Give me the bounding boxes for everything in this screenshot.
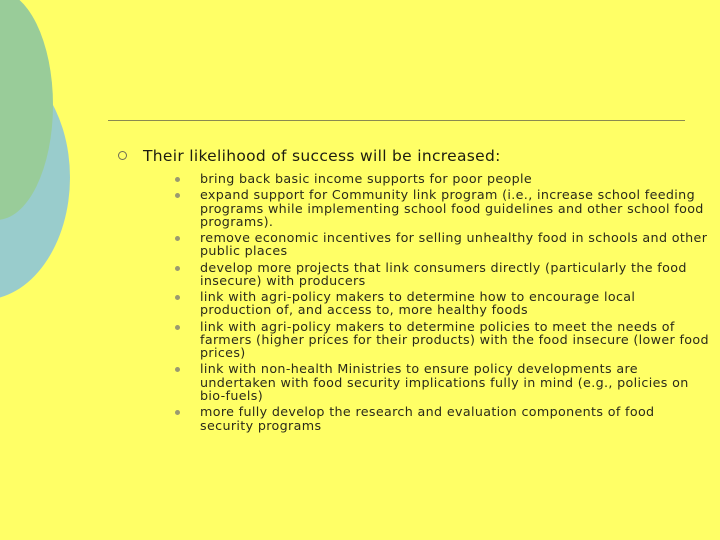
list-item-text: more fully develop the research and evaluation components of food security programs: [200, 404, 655, 433]
slide-body: [118, 146, 709, 435]
main-bullet: [118, 146, 709, 435]
title-divider: [108, 120, 685, 121]
list-item: [175, 172, 710, 188]
dot-bullet-icon: [175, 193, 180, 198]
list-item: [175, 290, 710, 320]
sub-bullet-list: [143, 172, 710, 435]
dot-bullet-icon: [175, 266, 180, 271]
list-item: [175, 188, 710, 231]
list-item: [175, 405, 710, 435]
list-item: [175, 261, 710, 291]
list-item-text: bring back basic income supports for poor people: [200, 171, 533, 186]
dot-bullet-icon: [175, 177, 180, 182]
list-item-text: expand support for Community link program (i.e., increase school feeding programs while implementing school food guidelines and other school food programs).: [200, 187, 704, 229]
list-item-text: link with agri-policy makers to determine policies to meet the needs of farmers (higher prices for their products) with the food insecure (lower food prices): [200, 318, 709, 361]
list-item: [175, 362, 710, 405]
list-item: [175, 320, 710, 363]
dot-bullet-icon: [175, 410, 180, 415]
dot-bullet-icon: [175, 236, 180, 241]
ring-bullet-icon: [118, 151, 127, 160]
list-item-text: develop more projects that link consumers directly (particularly the food insecure) with producers: [200, 259, 687, 288]
dot-bullet-icon: [175, 295, 180, 300]
list-item-text: link with non-health Ministries to ensure policy developments are undertaken with food security implications fully in mind (e.g., policies on bio-fuels): [200, 361, 689, 404]
list-item-text: remove economic incentives for selling unhealthy food in schools and other public places: [200, 230, 708, 259]
list-item: [175, 231, 710, 261]
bullet-heading: Their likelihood of success will be increased:: [143, 147, 501, 165]
dot-bullet-icon: [175, 325, 180, 330]
list-item-text: link with agri-policy makers to determine how to encourage local production of, and access to, more healthy foods: [200, 289, 636, 318]
dot-bullet-icon: [175, 367, 180, 372]
